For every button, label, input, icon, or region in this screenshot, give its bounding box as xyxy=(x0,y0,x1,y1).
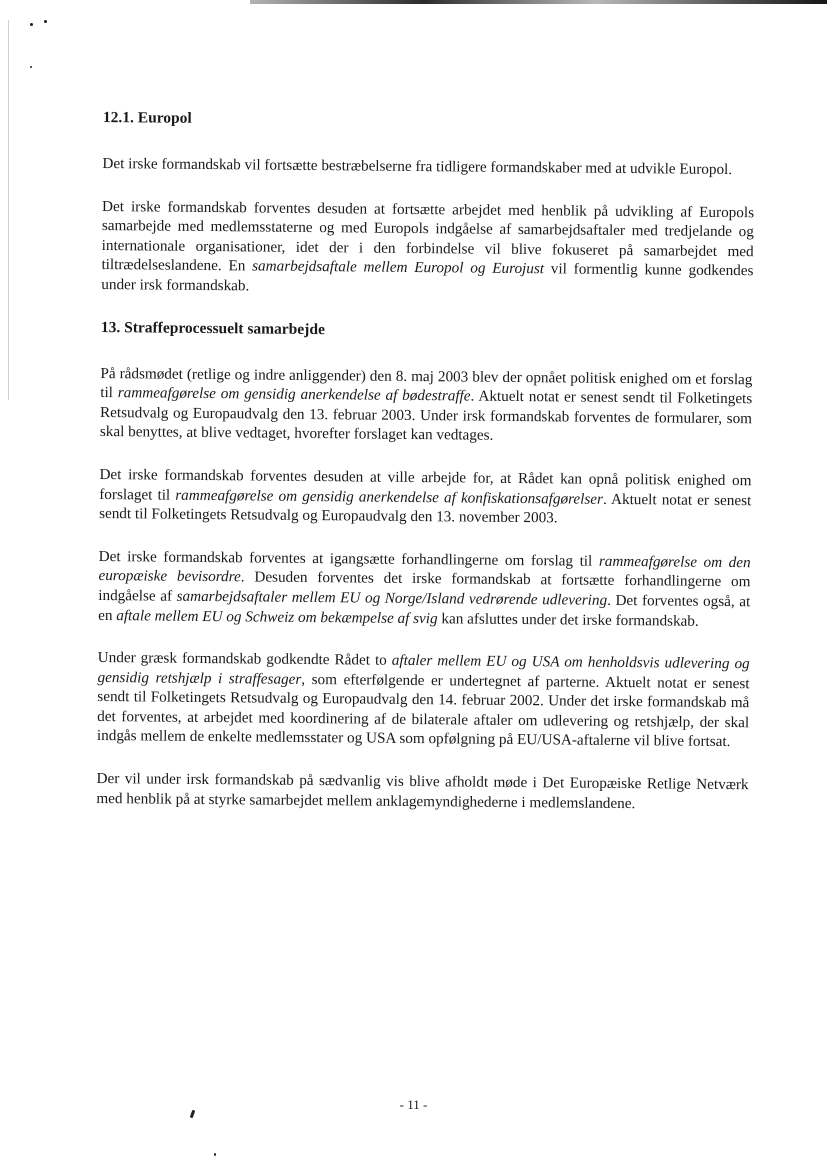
italic-text: rammeafgørelse om gensidig anerkendelse af bødestraffe xyxy=(117,384,471,405)
scan-edge-top xyxy=(250,0,827,4)
text-run: Det irske formandskab forventes desuden at ville arbejde for, at Rådet kan opnå politisk enighed om forslaget til xyxy=(99,465,752,504)
italic-text: rammeafgørelse om gensidig anerkendelse af konfiskationsafgørelser xyxy=(175,486,604,508)
paragraph xyxy=(101,197,754,301)
text-run: Det irske formandskab vil fortsætte bestræbelserne fra tidligere formandskaber med at udvikle Europol. xyxy=(102,154,733,179)
text-run: kan afsluttes under det irske formandskab. xyxy=(437,609,699,630)
section-heading-straffeprocessuelt: 13. Straffeprocessuelt samarbejde xyxy=(100,318,325,338)
paragraph xyxy=(98,547,751,632)
italic-text: samarbejdsaftale mellem Europol og Eurojust xyxy=(252,257,545,278)
paragraph xyxy=(97,648,750,752)
text-run: . Aktuelt notat er senest sendt til Folketingets Retsudvalg og Europaudvalg den 13. februar 2003. Under irsk formandskab forventes de formularer, som skal benyttes, at blive vedtaget, hvorefter forslaget kan vedtages. xyxy=(99,387,753,445)
text-run: På rådsmødet (retlige og indre anliggender) den 8. maj 2003 blev der opnået politisk enighed om et forslag til xyxy=(100,364,753,402)
scan-speck xyxy=(214,1153,216,1156)
document-page xyxy=(96,108,755,814)
paragraph xyxy=(96,769,748,814)
scan-edge-left xyxy=(8,20,9,400)
text-run: Det irske formandskab forventes desuden at fortsætte arbejdet med henblik på udvikling af Europols samarbejde med medlemsstaterne og med Europols indgåelse af samarbejdsaftaler med tredjelande og internationale organisationer, idet der i den forbindelse vil blive fokuseret på samarbejdet med tiltrædelseslandene. En xyxy=(101,197,755,275)
text-run: Under græsk formandskab godkendte Rådet to xyxy=(97,649,392,669)
text-run: Der vil under irsk formandskab på sædvanlig vis blive afholdt møde i Det Europæiske Retlige Netværk med henblik på at styrke samarbejdet mellem anklagemyndighederne i medlemslandene. xyxy=(96,770,749,812)
italic-text: samarbejdsaftaler mellem EU og Norge/Island vedrørende udlevering xyxy=(176,587,608,609)
text-run: vil formentlig kunne godkendes under irsk formandskab. xyxy=(101,260,754,295)
scan-speck xyxy=(44,20,47,23)
text-run: . Aktuelt notat er senest sendt til Folketingets Retsudvalg og Europaudvalg den 13. november 2003. xyxy=(99,490,752,527)
paragraph xyxy=(100,364,753,449)
italic-text: aftale mellem EU og Schweiz om bekæmpelse af svig xyxy=(116,606,438,627)
scan-speck xyxy=(30,66,32,68)
text-run: . Desuden forventes det irske formandskab at fortsætte forhandlingerne om indgåelse af xyxy=(98,568,751,605)
italic-text: rammeafgørelse om den europæiske bevisordre xyxy=(98,552,751,586)
italic-text: aftaler mellem EU og USA om henholdsvis udlevering og gensidig retshjælp i straffesager xyxy=(97,651,750,688)
text-run: Det irske formandskab forventes at igangsætte forhandlingerne om forslag til xyxy=(98,547,599,570)
text-run: . Det forventes også, at en xyxy=(98,591,751,624)
section-heading-europol: 12.1. Europol xyxy=(102,108,192,127)
paragraph xyxy=(99,465,752,530)
page-number: - 11 - xyxy=(399,1097,428,1112)
scan-speck xyxy=(30,23,33,26)
text-run: , som efterfølgende er undertegnet af parterne. Aktuelt notat er senest sendt til Folketingets Retsudvalg og Europaudvalg den 14. februar 2002. Under det irske formandskab må det forventes, at arbejdet med koordinering af de bilaterale aftaler om udlevering og retshjælp, der skal indgås mellem de enkelte medlemsstater og USA som opfølgning på EU/USA-aftalerne vil blive fortsat. xyxy=(96,670,750,751)
